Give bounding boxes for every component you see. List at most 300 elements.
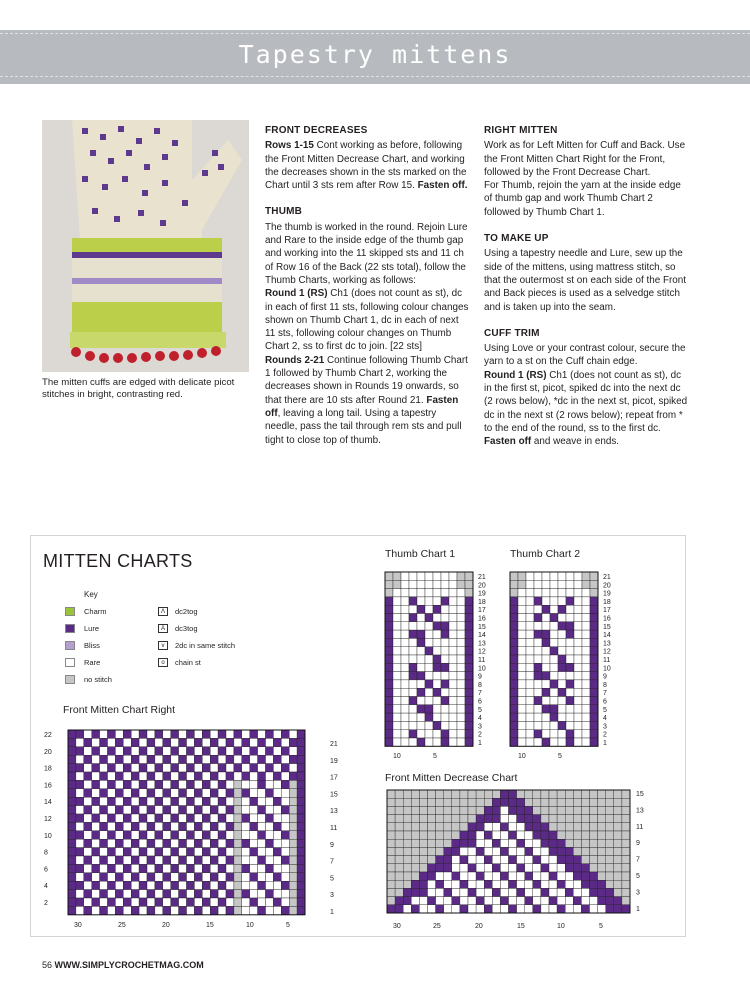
decr-cell xyxy=(573,831,581,839)
front-cell xyxy=(234,898,242,906)
decr-cell xyxy=(598,864,606,872)
thumb2-cell xyxy=(582,614,590,622)
front-cell xyxy=(100,856,108,864)
thumb2-cell xyxy=(558,572,566,580)
decr-cell xyxy=(573,864,581,872)
decr-cell xyxy=(606,798,614,806)
thumb2-cell xyxy=(550,605,558,613)
front-cell xyxy=(297,764,305,772)
decr-cell xyxy=(517,798,525,806)
thumb2-cell xyxy=(518,672,526,680)
thumb2-cell xyxy=(526,663,534,671)
front-cell xyxy=(115,831,123,839)
thumb2-cell xyxy=(558,697,566,705)
thumb1-cell xyxy=(401,680,409,688)
front-cell xyxy=(210,881,218,889)
decr-cell xyxy=(598,806,606,814)
decr-cell xyxy=(428,856,436,864)
thumb2-cell xyxy=(534,672,542,680)
front-cell xyxy=(266,822,274,830)
front-cell xyxy=(202,780,210,788)
front-cell xyxy=(250,864,258,872)
thumb2-cell xyxy=(550,672,558,680)
front-cell xyxy=(155,764,163,772)
front-cell xyxy=(92,822,100,830)
front-cell xyxy=(210,906,218,914)
front-cell xyxy=(139,822,147,830)
decr-cell xyxy=(476,888,484,896)
thumb1-cell xyxy=(465,713,473,721)
front-cell xyxy=(226,831,234,839)
thumb2-cell xyxy=(558,655,566,663)
thumb2-row-label: 9 xyxy=(603,673,607,681)
front-cell xyxy=(179,831,187,839)
front-cell xyxy=(123,848,131,856)
front-cell xyxy=(163,747,171,755)
thumb2-cell xyxy=(582,580,590,588)
front-cell xyxy=(266,738,274,746)
thumb2-cell xyxy=(558,597,566,605)
decr-row-label: 15 xyxy=(636,791,644,798)
thumb2-cell xyxy=(526,630,534,638)
front-cell xyxy=(92,738,100,746)
decr-cell xyxy=(436,888,444,896)
front-row-label-right: 15 xyxy=(330,791,338,799)
front-cell xyxy=(218,764,226,772)
front-cell xyxy=(163,856,171,864)
front-cell xyxy=(202,864,210,872)
decr-cell xyxy=(411,798,419,806)
front-cell xyxy=(68,738,76,746)
thumb1-cell xyxy=(449,630,457,638)
front-cell xyxy=(92,789,100,797)
thumb-chart-1 xyxy=(383,570,498,765)
thumb1-cell xyxy=(393,638,401,646)
front-cell xyxy=(226,881,234,889)
thumb2-cell xyxy=(574,572,582,580)
thumb2-cell xyxy=(526,697,534,705)
decr-cell xyxy=(509,806,517,814)
thumb2-cell xyxy=(558,680,566,688)
thumb1-cell xyxy=(449,589,457,597)
decr-cell xyxy=(509,823,517,831)
front-cell xyxy=(147,873,155,881)
front-cell xyxy=(218,772,226,780)
thumb2-cell xyxy=(574,638,582,646)
thumb1-cell xyxy=(409,713,417,721)
decr-cell xyxy=(468,790,476,798)
decr-cell xyxy=(492,864,500,872)
thumb2-row-label: 1 xyxy=(603,740,607,747)
front-cell xyxy=(234,755,242,763)
front-cell xyxy=(84,906,92,914)
decr-cell xyxy=(509,839,517,847)
decr-cell xyxy=(500,839,508,847)
front-cell xyxy=(273,864,281,872)
front-cell xyxy=(131,864,139,872)
front-cell xyxy=(202,856,210,864)
front-cell xyxy=(210,789,218,797)
decr-cell xyxy=(460,823,468,831)
front-cell xyxy=(281,822,289,830)
front-cell xyxy=(171,814,179,822)
decr-cell xyxy=(492,823,500,831)
front-cell xyxy=(187,789,195,797)
front-cell xyxy=(100,797,108,805)
decr-cell xyxy=(549,823,557,831)
front-cell xyxy=(258,797,266,805)
front-cell xyxy=(202,848,210,856)
charts-title: MITTEN CHARTS xyxy=(43,551,193,571)
decr-cell xyxy=(387,905,395,913)
front-cell xyxy=(194,730,202,738)
front-cell xyxy=(266,814,274,822)
decr-cell xyxy=(484,806,492,814)
thumb2-cell xyxy=(534,647,542,655)
decr-cell xyxy=(403,823,411,831)
thumb1-cell xyxy=(393,672,401,680)
front-cell xyxy=(242,789,250,797)
front-cell xyxy=(210,738,218,746)
thumb1-cell xyxy=(441,622,449,630)
thumb1-row-label: 9 xyxy=(478,673,482,681)
front-cell xyxy=(194,898,202,906)
thumb2-cell xyxy=(582,738,590,746)
thumb2-cell xyxy=(510,647,518,655)
front-cell xyxy=(84,764,92,772)
front-cell xyxy=(187,764,195,772)
thumb2-cell xyxy=(574,730,582,738)
thumb2-cell xyxy=(566,663,574,671)
front-cell xyxy=(210,848,218,856)
thumb2-cell xyxy=(574,589,582,597)
front-cell xyxy=(76,881,84,889)
thumb2-cell xyxy=(534,721,542,729)
thumb2-cell xyxy=(582,597,590,605)
front-cell xyxy=(297,814,305,822)
thumb2-cell xyxy=(510,605,518,613)
decr-cell xyxy=(460,872,468,880)
thumb2-cell xyxy=(510,705,518,713)
thumb1-cell xyxy=(393,713,401,721)
decr-cell xyxy=(533,880,541,888)
front-cell xyxy=(218,789,226,797)
front-cell xyxy=(163,873,171,881)
front-cell xyxy=(234,906,242,914)
thumb1-cell xyxy=(457,638,465,646)
front-cell xyxy=(266,755,274,763)
thumb2-row-label: 21 xyxy=(603,574,611,581)
decr-cell xyxy=(500,790,508,798)
front-cell xyxy=(108,755,116,763)
decr-cell xyxy=(565,897,573,905)
front-cell xyxy=(115,890,123,898)
front-cell xyxy=(281,772,289,780)
front-cell xyxy=(297,797,305,805)
decr-cell xyxy=(549,790,557,798)
key-label-dc3tog: dc3tog xyxy=(175,624,198,633)
front-cell xyxy=(131,772,139,780)
thumb2-col-label: 5 xyxy=(558,753,562,760)
thumb1-cell xyxy=(425,713,433,721)
thumb1-cell xyxy=(385,614,393,622)
front-cell xyxy=(92,755,100,763)
thumb2-cell xyxy=(510,655,518,663)
front-cell xyxy=(210,730,218,738)
decr-cell xyxy=(549,847,557,855)
front-cell xyxy=(155,738,163,746)
thumb1-cell xyxy=(393,622,401,630)
front-cell xyxy=(123,856,131,864)
thumb1-cell xyxy=(433,647,441,655)
thumb1-cell xyxy=(417,730,425,738)
front-cell xyxy=(281,814,289,822)
front-cell xyxy=(250,764,258,772)
thumb2-cell xyxy=(590,589,598,597)
thumb2-cell xyxy=(518,705,526,713)
front-cell xyxy=(273,780,281,788)
thumb1-cell xyxy=(393,688,401,696)
front-cell xyxy=(131,806,139,814)
front-cell xyxy=(92,814,100,822)
front-cell xyxy=(171,864,179,872)
decr-cell xyxy=(476,839,484,847)
front-cell xyxy=(131,738,139,746)
decr-cell xyxy=(590,897,598,905)
thumb2-cell xyxy=(574,697,582,705)
front-cell xyxy=(147,780,155,788)
front-cell xyxy=(234,797,242,805)
thumb1-row-label: 17 xyxy=(478,607,486,615)
front-cell xyxy=(218,780,226,788)
decr-cell xyxy=(468,897,476,905)
front-cell xyxy=(226,780,234,788)
thumb2-cell xyxy=(582,655,590,663)
thumb1-cell xyxy=(409,738,417,746)
thumb2-cell xyxy=(574,680,582,688)
thumb1-row-label: 11 xyxy=(478,657,486,664)
front-cell xyxy=(194,772,202,780)
decr-col-label: 20 xyxy=(475,923,483,930)
front-cell xyxy=(194,864,202,872)
thumb1-cell xyxy=(417,697,425,705)
thumb2-cell xyxy=(550,705,558,713)
front-row-label-left: 6 xyxy=(44,866,48,874)
thumb2-cell xyxy=(574,721,582,729)
decr-cell xyxy=(484,831,492,839)
decr-cell xyxy=(598,823,606,831)
front-cell xyxy=(187,755,195,763)
front-cell xyxy=(187,890,195,898)
decr-cell xyxy=(557,839,565,847)
decr-cell xyxy=(395,815,403,823)
decr-cell xyxy=(581,905,589,913)
decr-cell xyxy=(590,905,598,913)
decr-cell xyxy=(581,864,589,872)
front-cell xyxy=(202,906,210,914)
front-cell xyxy=(115,806,123,814)
front-cell xyxy=(100,755,108,763)
thumb1-cell xyxy=(433,730,441,738)
thumb2-cell xyxy=(534,622,542,630)
make-up-heading: TO MAKE UP xyxy=(484,233,549,245)
front-cell xyxy=(115,864,123,872)
decr-cell xyxy=(622,790,630,798)
thumb2-cell xyxy=(550,647,558,655)
thumb2-cell xyxy=(582,630,590,638)
front-cell xyxy=(289,755,297,763)
front-cell xyxy=(194,831,202,839)
front-cell xyxy=(273,906,281,914)
key-label-dc2tog: dc2tog xyxy=(175,607,198,616)
front-cell xyxy=(76,730,84,738)
thumb2-cell xyxy=(582,721,590,729)
decrease-chart-title: Front Mitten Decrease Chart xyxy=(385,772,518,784)
front-cell xyxy=(258,764,266,772)
front-cell xyxy=(202,898,210,906)
front-cell xyxy=(297,848,305,856)
front-cell xyxy=(202,890,210,898)
front-cell xyxy=(289,772,297,780)
thumb2-cell xyxy=(574,655,582,663)
decr-cell xyxy=(581,790,589,798)
decr-cell xyxy=(565,864,573,872)
thumb1-cell xyxy=(433,614,441,622)
decr-cell xyxy=(517,839,525,847)
thumb1-cell xyxy=(433,672,441,680)
decr-cell xyxy=(606,831,614,839)
front-cell xyxy=(76,764,84,772)
front-cell xyxy=(92,797,100,805)
decr-cell xyxy=(614,823,622,831)
thumb2-cell xyxy=(582,622,590,630)
thumb2-cell xyxy=(590,697,598,705)
thumb1-cell xyxy=(417,655,425,663)
front-cell xyxy=(108,839,116,847)
thumb1-cell xyxy=(385,705,393,713)
key-label-rare: Rare xyxy=(84,658,101,667)
front-cell xyxy=(123,898,131,906)
thumb1-cell xyxy=(457,705,465,713)
decr-cell xyxy=(533,831,541,839)
decr-cell xyxy=(411,815,419,823)
thumb2-cell xyxy=(582,697,590,705)
decr-cell xyxy=(541,872,549,880)
front-cell xyxy=(218,839,226,847)
thumb1-cell xyxy=(393,589,401,597)
decr-cell xyxy=(436,831,444,839)
decr-row-label: 3 xyxy=(636,889,640,897)
thumb1-cell xyxy=(409,672,417,680)
thumb2-cell xyxy=(590,680,598,688)
decr-cell xyxy=(517,888,525,896)
decr-cell xyxy=(444,872,452,880)
thumb1-cell xyxy=(409,688,417,696)
front-cell xyxy=(139,839,147,847)
front-cell xyxy=(202,738,210,746)
thumb2-cell xyxy=(542,614,550,622)
decr-cell xyxy=(476,806,484,814)
thumb1-cell xyxy=(425,580,433,588)
front-row-label-left: 16 xyxy=(44,782,52,790)
decr-cell xyxy=(428,798,436,806)
mitten-photo xyxy=(42,120,249,372)
front-cell xyxy=(76,789,84,797)
thumb1-row-label: 16 xyxy=(478,615,486,623)
thumb1-cell xyxy=(441,713,449,721)
thumb2-cell xyxy=(582,589,590,597)
decr-cell xyxy=(590,839,598,847)
front-cell xyxy=(179,780,187,788)
thumb2-cell xyxy=(590,597,598,605)
decr-cell xyxy=(614,831,622,839)
key-swatch-no-stitch xyxy=(65,675,75,684)
front-cell xyxy=(155,839,163,847)
decr-cell xyxy=(387,839,395,847)
thumb1-cell xyxy=(425,597,433,605)
front-cell xyxy=(76,755,84,763)
thumb1-cell xyxy=(417,680,425,688)
front-cell xyxy=(187,780,195,788)
thumb2-cell xyxy=(526,614,534,622)
decr-cell xyxy=(395,847,403,855)
thumb2-cell xyxy=(510,580,518,588)
front-cell xyxy=(115,797,123,805)
thumb1-cell xyxy=(449,647,457,655)
decr-row-label: 13 xyxy=(636,807,644,815)
decr-cell xyxy=(387,806,395,814)
decr-cell xyxy=(525,880,533,888)
thumb2-cell xyxy=(542,580,550,588)
thumb1-cell xyxy=(385,622,393,630)
front-decreases-text: Rows 1-15 Cont working as before, following the Front Mitten Decrease Chart, and working the decreases shown in the sts marked on the Chart until 3 sts rem after Row 15. Fasten off. xyxy=(265,140,468,192)
front-cell xyxy=(108,789,116,797)
front-cell xyxy=(273,730,281,738)
front-cell xyxy=(147,772,155,780)
front-cell xyxy=(242,831,250,839)
decr-cell xyxy=(419,847,427,855)
front-cell xyxy=(163,806,171,814)
front-cell xyxy=(179,864,187,872)
front-cell xyxy=(226,873,234,881)
front-cell xyxy=(179,839,187,847)
front-cell xyxy=(147,864,155,872)
decr-cell xyxy=(395,880,403,888)
decr-cell xyxy=(581,856,589,864)
decr-cell xyxy=(452,880,460,888)
decr-cell xyxy=(436,839,444,847)
front-cell xyxy=(147,881,155,889)
thumb2-cell xyxy=(526,580,534,588)
front-cell xyxy=(131,822,139,830)
decr-cell xyxy=(517,847,525,855)
thumb2-cell xyxy=(542,605,550,613)
front-col-label: 30 xyxy=(74,922,82,929)
decr-col-label: 30 xyxy=(393,923,401,930)
front-cell xyxy=(139,898,147,906)
thumb1-cell xyxy=(441,580,449,588)
thumb1-row-label: 12 xyxy=(478,648,486,656)
front-cell xyxy=(155,822,163,830)
front-decreases-heading: FRONT DECREASES xyxy=(265,125,368,136)
decr-cell xyxy=(598,872,606,880)
front-cell xyxy=(297,780,305,788)
decr-cell xyxy=(395,839,403,847)
thumb2-cell xyxy=(542,647,550,655)
front-cell xyxy=(218,738,226,746)
thumb1-cell xyxy=(401,721,409,729)
decr-cell xyxy=(622,815,630,823)
